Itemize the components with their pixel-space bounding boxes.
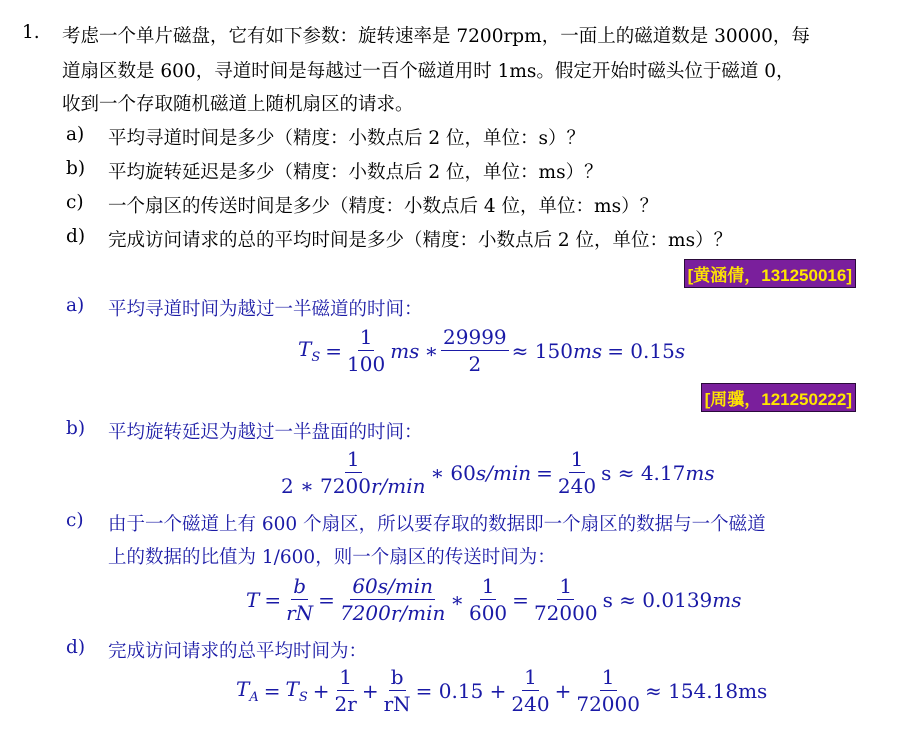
eq-d-plus-3: +	[554, 678, 572, 703]
eq-a-unit-1: ms	[390, 338, 420, 363]
part-c-label: c)	[66, 192, 84, 213]
eq-c-result: s ≈ 0.0139	[602, 587, 713, 612]
eq-a-equals: =	[325, 338, 343, 363]
eq-c-fraction-2: $\frac{60s/\min}{7200r/\min}$	[339, 574, 446, 625]
eq-a-fraction-1: $\frac{1}{100}$	[347, 325, 386, 376]
part-d-text: 完成访问请求的总的平均时间是多少（精度：小数点后 2 位，单位：ms）？	[108, 230, 733, 251]
part-c-text: 一个扇区的传送时间是多少（精度：小数点后 4 位，单位：ms）？	[108, 196, 659, 217]
eq-d-fraction-1: $\frac{1}{2r}$	[334, 665, 357, 716]
equation-c	[246, 575, 742, 624]
eq-d-ts: $T_S$	[285, 676, 308, 705]
question-line-1: 考虑一个单片磁盘，它有如下参数：旋转速率是 7200rpm，一面上的磁道数是 30000，每	[62, 26, 810, 47]
question-number: 1.	[22, 22, 40, 43]
eq-c-fraction-1: $\frac{b}{rN}$	[286, 574, 314, 625]
eq-b-fraction-1: $\frac{1}{2 ∗ 7200r/\min}$	[281, 447, 426, 498]
eq-c-lhs: T	[246, 587, 260, 612]
eq-c-fraction-4: $\frac{1}{72000}$	[533, 574, 598, 625]
part-b-label: b)	[66, 158, 86, 179]
eq-d-equals: =	[263, 678, 281, 703]
author-tag-1: [黄涵倩，131250016]	[684, 259, 856, 288]
eq-c-fraction-3: $\frac{1}{600}$	[468, 574, 508, 625]
equation-a	[298, 326, 685, 375]
eq-d-plus-2: +	[361, 678, 379, 703]
answer-c-label: c)	[66, 510, 84, 531]
equation-d	[236, 666, 767, 715]
eq-d-lhs: $T_A$	[236, 676, 259, 705]
eq-a-lhs: $T_S$	[298, 336, 321, 365]
eq-b-times: ∗ 60	[430, 460, 476, 485]
eq-c-equals: =	[264, 587, 282, 612]
eq-b-result: s ≈ 4.17	[601, 460, 686, 485]
part-d-label: d)	[66, 226, 86, 247]
eq-d-fraction-2: $\frac{b}{rN}$	[383, 665, 411, 716]
eq-a-unit-2: ms	[572, 338, 603, 363]
eq-c-times: ∗	[450, 587, 464, 612]
eq-d-fraction-4: $\frac{1}{72000}$	[576, 665, 640, 716]
eq-b-unit-1: s/min	[475, 460, 532, 485]
eq-b-fraction-2: $\frac{1}{240}$	[557, 447, 597, 498]
eq-a-result: = 0.15	[607, 338, 675, 363]
answer-d-label: d)	[66, 637, 86, 658]
eq-a-unit-3: s	[674, 338, 686, 363]
eq-d-plus-1: +	[312, 678, 330, 703]
question-line-2: 道扇区数是 600，寻道时间是每越过一百个磁道用时 1ms。假定开始时磁头位于磁道 0，	[62, 61, 795, 82]
eq-c-equals-3: =	[512, 587, 529, 612]
answer-b-text: 平均旋转延迟为越过一半盘面的时间：	[108, 422, 423, 443]
eq-d-result: ≈ 154.18ms	[644, 678, 768, 703]
part-a-label: a)	[66, 124, 85, 145]
author-tag-2: [周骥，121250222]	[701, 383, 856, 412]
answer-c-line-2: 上的数据的比值为 1/600，则一个扇区的传送时间为：	[108, 547, 556, 568]
question-line-3: 收到一个存取随机磁道上随机扇区的请求。	[62, 94, 414, 115]
eq-a-fraction-2: $\frac{29999}{2}$	[443, 325, 507, 376]
answer-b-label: b)	[66, 418, 86, 439]
eq-b-equals: =	[536, 460, 553, 485]
part-a-text: 平均寻道时间是多少（精度：小数点后 2 位，单位：s）？	[108, 128, 586, 149]
eq-c-unit: ms	[712, 587, 742, 612]
part-b-text: 平均旋转延迟是多少（精度：小数点后 2 位，单位：ms）？	[108, 162, 603, 183]
eq-a-times: ∗	[424, 338, 439, 363]
eq-b-unit-2: ms	[685, 460, 715, 485]
equation-b	[276, 448, 715, 497]
eq-a-approx: ≈ 150	[511, 338, 573, 363]
eq-d-fraction-3: $\frac{1}{240}$	[511, 665, 550, 716]
answer-c-line-1: 由于一个磁道上有 600 个扇区，所以要存取的数据即一个扇区的数据与一个磁道	[108, 514, 766, 535]
answer-a-text: 平均寻道时间为越过一半磁道的时间：	[108, 299, 423, 320]
answer-a-label: a)	[66, 295, 85, 316]
eq-c-equals-2: =	[318, 587, 335, 612]
answer-d-text: 完成访问请求的总平均时间为：	[108, 641, 368, 662]
eq-d-sum: = 0.15 +	[415, 678, 507, 703]
